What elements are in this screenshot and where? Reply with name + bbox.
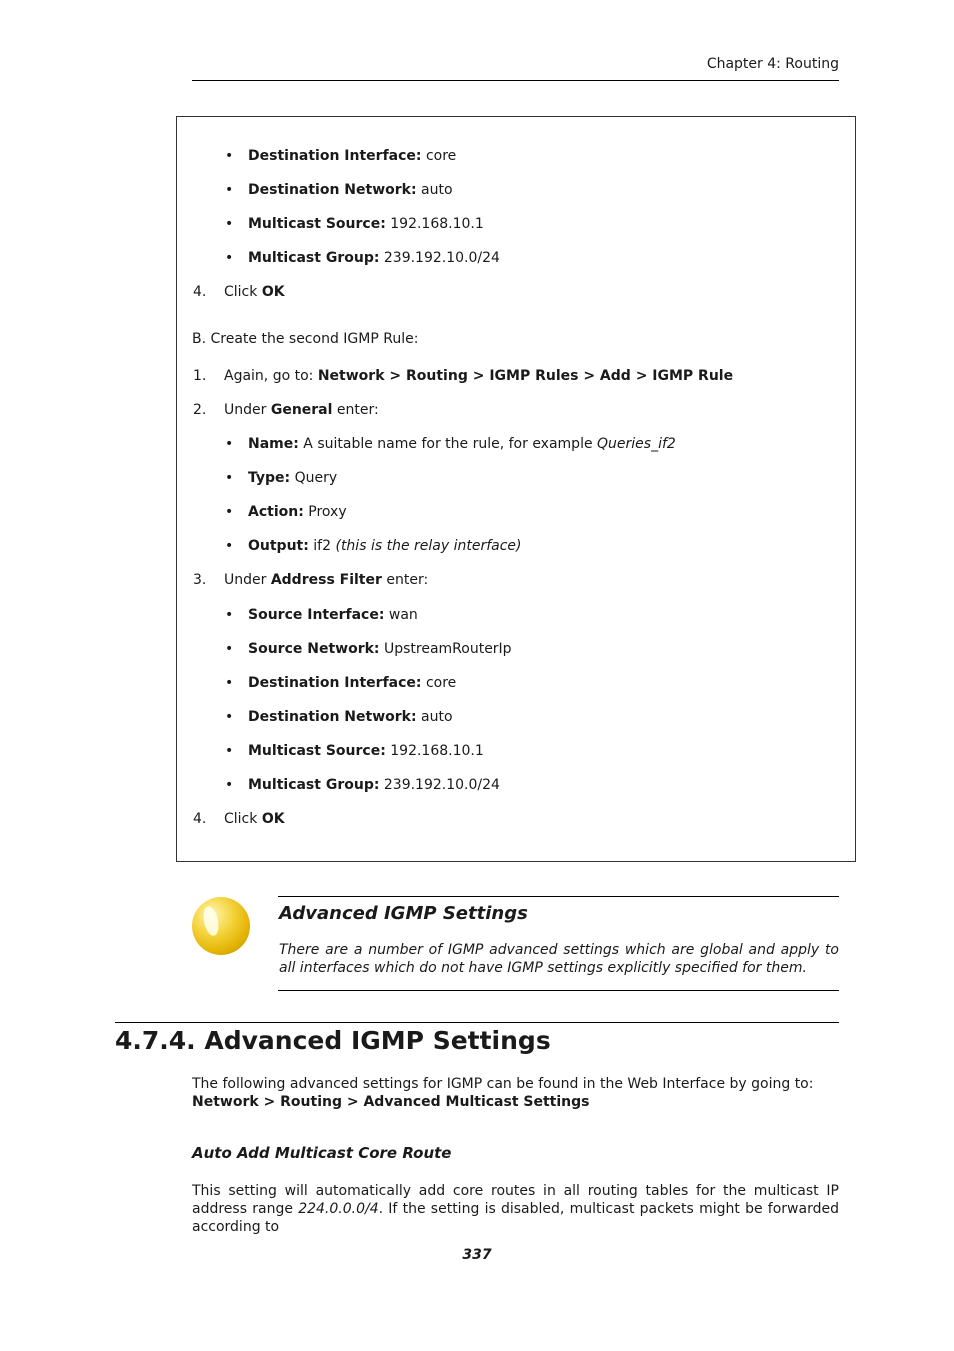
- note-title: Advanced IGMP Settings: [279, 903, 528, 924]
- page-number: 337: [462, 1247, 492, 1263]
- procedure-box: • Destination Interface: core • Destination Network: auto • Multicast Source: 192.168.10.1 • Multicast Group: 239.192.10.0/24 4. Click OK B. Create the second IGMP Rule: 1. Again, go to: Network > Routing > IGMP Rules > Add > IGMP Rule 2. Under General enter: • Name: A suitable name for the rule, for example Queries_if2 • Type: Query • Action: Proxy • Output: if2 (this is the relay interface) 3. Under Address Filter enter: • Source Interface: wan • Source Network: UpstreamRouterIp • Destination Interface: core • Destination Network: auto • Multicast Source: 192.168.10.1 • Multicast Group: 239.192.10.0/24 4. Click OK: [176, 116, 856, 862]
- chapter-header: Chapter 4: Routing: [706, 56, 839, 72]
- body-paragraph: This setting will automatically add core routes in all routing tables for the multicast IP address range 224.0.0.0/4. If the setting is disabled, multicast packets might be forwarded according to: [192, 1183, 839, 1235]
- header-divider: [192, 80, 839, 81]
- section-title: 4.7.4. Advanced IGMP Settings: [115, 1026, 551, 1055]
- note-top-rule: [278, 896, 839, 897]
- menu-path: Network > Routing > Advanced Multicast Settings: [192, 1094, 590, 1110]
- note-bottom-rule: [278, 990, 839, 991]
- subsection-heading: Auto Add Multicast Core Route: [192, 1144, 452, 1162]
- section-b-label: B. Create the second IGMP Rule:: [192, 331, 419, 347]
- lightbulb-icon: [192, 897, 250, 955]
- note-body: There are a number of IGMP advanced settings which are global and apply to all interfaces which do not have IGMP settings explicitly specified for them.: [279, 942, 839, 976]
- section-intro: The following advanced settings for IGMP can be found in the Web Interface by going to: Network > Routing > Advanced Multicast Settings: [192, 1075, 839, 1111]
- section-divider: [115, 1022, 839, 1023]
